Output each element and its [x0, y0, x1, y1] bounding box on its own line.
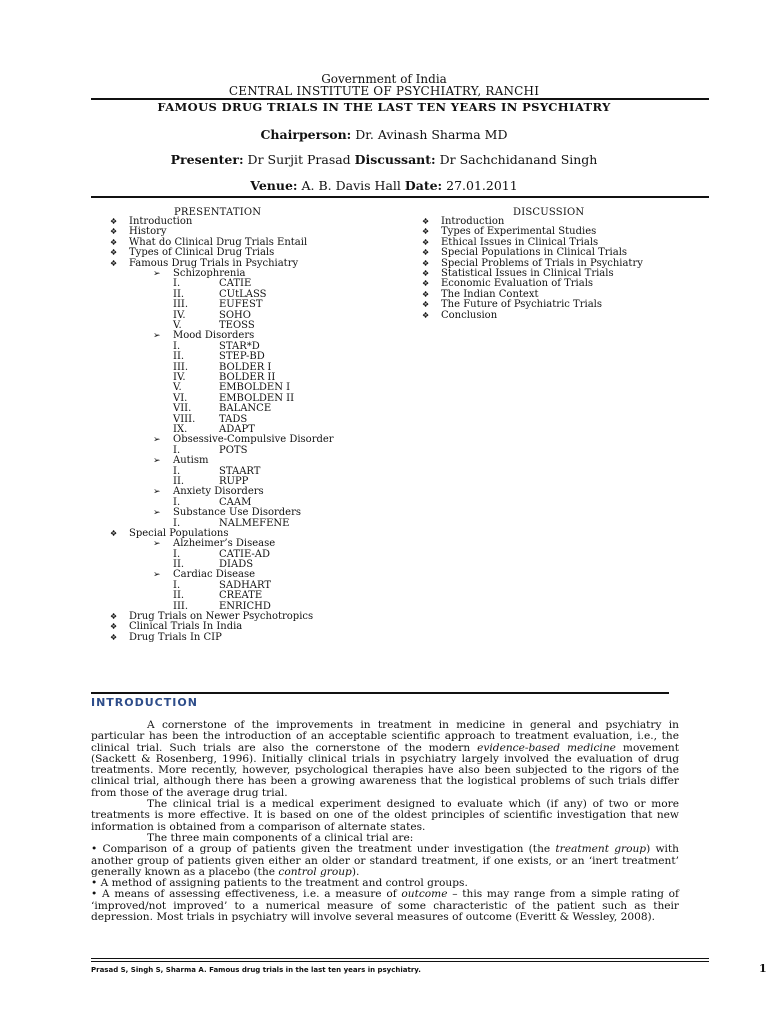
trial-numeral: II. — [173, 288, 185, 300]
trial-name: CREATE — [219, 590, 263, 602]
trial-name: CUtLASS — [219, 288, 267, 300]
trial-name: SOHO — [219, 309, 251, 321]
trial-name: BOLDER I — [219, 361, 272, 373]
presentation-item: ❖ What do Clinical Drug Trials Entail — [107, 238, 427, 248]
date-value: 27.01.2011 — [442, 178, 518, 193]
presentation-subitem: ➢ Mood Disorders — [107, 331, 427, 341]
trial-numeral: II. — [173, 559, 185, 571]
presenter-value: Dr Surjit Prasad — [243, 152, 355, 167]
presentation-trial-item — [107, 290, 427, 300]
discussion-item: ❖ Economic Evaluation of Trials — [419, 279, 719, 289]
intro-bullet-2: • A method of assigning patients to the treatment and control groups. — [91, 877, 468, 890]
government-heading: Government of India — [321, 72, 447, 86]
presentation-subitem: ➢ Autism — [107, 456, 427, 466]
presentation-trial-item — [107, 415, 427, 425]
presentation-trial-item — [107, 550, 427, 560]
trial-name: EUFEST — [219, 299, 263, 311]
presentation-item: ❖ Drug Trials In CIP — [107, 633, 427, 643]
presentation-trial-item — [107, 404, 427, 414]
intro-p1-emphasis: evidence-based medicine — [477, 741, 616, 754]
trial-numeral: I. — [173, 278, 181, 290]
trial-name: STEP-BD — [219, 351, 265, 363]
discussant-label: Discussant: — [354, 152, 436, 167]
chairperson-value: Dr. Avinash Sharma MD — [351, 127, 508, 142]
chairperson-line — [0, 127, 768, 142]
presentation-trial-item — [107, 446, 427, 456]
trial-numeral: V. — [173, 382, 182, 394]
trial-name: STAART — [219, 465, 261, 477]
chairperson-label: Chairperson: — [260, 127, 352, 142]
trial-name: POTS — [219, 444, 248, 456]
presentation-list — [107, 217, 427, 643]
presentation-trial-item — [107, 467, 427, 477]
trial-numeral: I. — [173, 579, 181, 591]
intro-p1-text-b: movement (Sackett & Rosenberg, 1996). Initially clinical trials in psychiatry largely involved the evaluation of drug treatments. More recently, however, psychological therapies have also been subjected to the rigors of the clinical trial, although there has been a growing awareness that the logistical problems of such trials differ from those of the average drug trial. — [91, 741, 679, 799]
trial-numeral: VI. — [173, 392, 188, 404]
trial-name: SADHART — [219, 579, 272, 591]
discussion-item: ❖ Special Problems of Trials in Psychiatry — [419, 259, 719, 269]
discussion-item: ❖ Conclusion — [419, 311, 719, 321]
intro-bullet-1 — [91, 844, 679, 878]
section-rule — [91, 692, 669, 694]
bullet-3-text-a: • A means of assessing effectiveness, i.e. a measure of — [91, 888, 402, 901]
discussant-value: Dr Sachchidanand Singh — [435, 152, 598, 167]
presentation-trial-item — [107, 300, 427, 310]
trial-numeral: VII. — [173, 403, 192, 415]
trial-numeral: VIII. — [173, 413, 196, 425]
trial-numeral: II. — [173, 590, 185, 602]
trial-numeral: III. — [173, 600, 189, 612]
discussion-item: ❖ The Future of Psychiatric Trials — [419, 300, 719, 310]
trial-numeral: IX. — [173, 423, 188, 435]
presentation-trial-item — [107, 342, 427, 352]
trial-name: ENRICHD — [219, 600, 271, 612]
presentation-item: ❖ Famous Drug Trials in Psychiatry — [107, 259, 427, 269]
trial-numeral: II. — [173, 475, 185, 487]
trial-name: RUPP — [219, 475, 249, 487]
trial-name: STAR*D — [219, 340, 260, 352]
date-label: Date: — [404, 178, 443, 193]
presentation-trial-item — [107, 321, 427, 331]
bullet-3-emphasis: outcome — [401, 888, 448, 901]
introduction-body — [91, 720, 679, 923]
trial-numeral: I. — [173, 548, 181, 560]
presentation-trial-item — [107, 477, 427, 487]
presenter-line — [0, 152, 768, 167]
trial-numeral: I. — [173, 465, 181, 477]
discussion-item: ❖ Ethical Issues in Clinical Trials — [419, 238, 719, 248]
intro-p1-text-a: A cornerstone of the improvements in treatment in medicine in general and psychiatry in particular has been the introduction of an acceptable scientific approach to treatment evaluation, i.e., the clinical trial. Such trials are also the cornerstone of the modern — [91, 719, 679, 754]
discussion-heading: DISCUSSION — [513, 207, 585, 218]
trial-name: TEOSS — [219, 320, 255, 331]
discussion-item: ❖ Types of Experimental Studies — [419, 227, 719, 237]
trial-name: DIADS — [219, 559, 254, 571]
footer-rule-1 — [91, 958, 709, 959]
discussion-item: ❖ Special Populations in Clinical Trials — [419, 248, 719, 258]
trial-numeral: III. — [173, 299, 189, 311]
bullet-1-text-b: ) with another group of patients given either an older or standard treatment, if one exists, or an ‘inert treatment’ generally known as a placebo (the — [91, 843, 679, 878]
trial-name: CATIE-AD — [219, 548, 271, 560]
presentation-trial-item — [107, 311, 427, 321]
trial-numeral: V. — [173, 320, 182, 331]
trial-name: EMBOLDEN II — [219, 392, 295, 404]
venue-label: Venue: — [250, 178, 298, 193]
discussion-list — [419, 217, 719, 321]
trial-numeral: III. — [173, 361, 189, 373]
discussion-item: ❖ Introduction — [419, 217, 719, 227]
presentation-trial-item — [107, 279, 427, 289]
presentation-heading: PRESENTATION — [174, 207, 262, 218]
page-number: 1 — [759, 962, 767, 975]
presentation-subitem: ➢ Cardiac Disease — [107, 570, 427, 580]
presentation-subitem: ➢ Alzheimer’s Disease — [107, 539, 427, 549]
bullet-1-text-a: • Comparison of a group of patients given the treatment under investigation (the — [91, 843, 556, 856]
trial-numeral: II. — [173, 351, 185, 363]
intro-paragraph-1 — [91, 720, 679, 799]
trial-name: CATIE — [219, 278, 252, 290]
trial-numeral: I. — [173, 444, 181, 456]
footer-rule-2 — [91, 961, 709, 962]
header-rule-bottom — [91, 196, 709, 198]
trial-name: ADAPT — [219, 423, 255, 435]
presentation-subitem: ➢ Substance Use Disorders — [107, 508, 427, 518]
presentation-subitem: ➢ Obsessive-Compulsive Disorder — [107, 435, 427, 445]
trial-name: BOLDER II — [219, 371, 276, 383]
bullet-1-text-c: ). — [351, 865, 360, 878]
discussion-item: ❖ Statistical Issues in Clinical Trials — [419, 269, 719, 279]
footer-citation: Prasad S, Singh S, Sharma A. Famous drug trials in the last ten years in psychiatry. — [91, 966, 421, 974]
trial-name: BALANCE — [219, 403, 272, 415]
presentation-subitem: ➢ Schizophrenia — [107, 269, 427, 279]
trial-name: EMBOLDEN I — [219, 382, 291, 394]
presentation-item: ❖ Types of Clinical Drug Trials — [107, 248, 427, 258]
trial-numeral: I. — [173, 340, 181, 352]
trial-numeral: I. — [173, 496, 181, 508]
presentation-item: ❖ Drug Trials on Newer Psychotropics — [107, 612, 427, 622]
intro-bullet-3 — [91, 889, 679, 923]
bullet-1-emphasis-1: treatment group — [555, 843, 647, 856]
bullet-1-emphasis-2: control group — [278, 865, 352, 878]
venue-line — [0, 178, 768, 193]
venue-value: A. B. Davis Hall — [297, 178, 405, 193]
presentation-item: ❖ Clinical Trials In India — [107, 622, 427, 632]
trial-name: CAAM — [219, 496, 252, 508]
discussion-item: ❖ The Indian Context — [419, 290, 719, 300]
intro-paragraph-3: The three main components of a clinical trial are: — [147, 831, 414, 844]
trial-numeral: I. — [173, 517, 181, 529]
intro-paragraph-2: The clinical trial is a medical experiment designed to evaluate which (if any) of two or more treatments is more effective. It is based on one of the oldest principles of scientific investigation that new information is obtained from a comparison of alternate states. — [91, 798, 679, 833]
introduction-heading: INTRODUCTION — [91, 696, 198, 709]
presentation-subitem: ➢ Anxiety Disorders — [107, 487, 427, 497]
institute-heading: CENTRAL INSTITUTE OF PSYCHIATRY, RANCHI — [228, 84, 540, 98]
presentation-trial-item — [107, 560, 427, 570]
presentation-trial-item — [107, 581, 427, 591]
trial-name: NALMEFENE — [219, 517, 290, 529]
trial-numeral: IV. — [173, 309, 186, 321]
presenter-label: Presenter: — [170, 152, 244, 167]
presentation-item: ❖ Introduction — [107, 217, 427, 227]
trial-numeral: IV. — [173, 371, 186, 383]
document-title: FAMOUS DRUG TRIALS IN THE LAST TEN YEARS IN PSYCHIATRY — [157, 100, 611, 114]
presentation-item: ❖ Special Populations — [107, 529, 427, 539]
bullet-3-text-b: – this may range from a simple rating of ‘improved/not improved’ to a numerical measure of some characteristic of the patient such as their depression. Most trials in psychiatry will involve several measures of outcome (Everitt & Wessley, 2008). — [91, 888, 679, 924]
presentation-item: ❖ History — [107, 227, 427, 237]
trial-name: TADS — [219, 413, 248, 425]
